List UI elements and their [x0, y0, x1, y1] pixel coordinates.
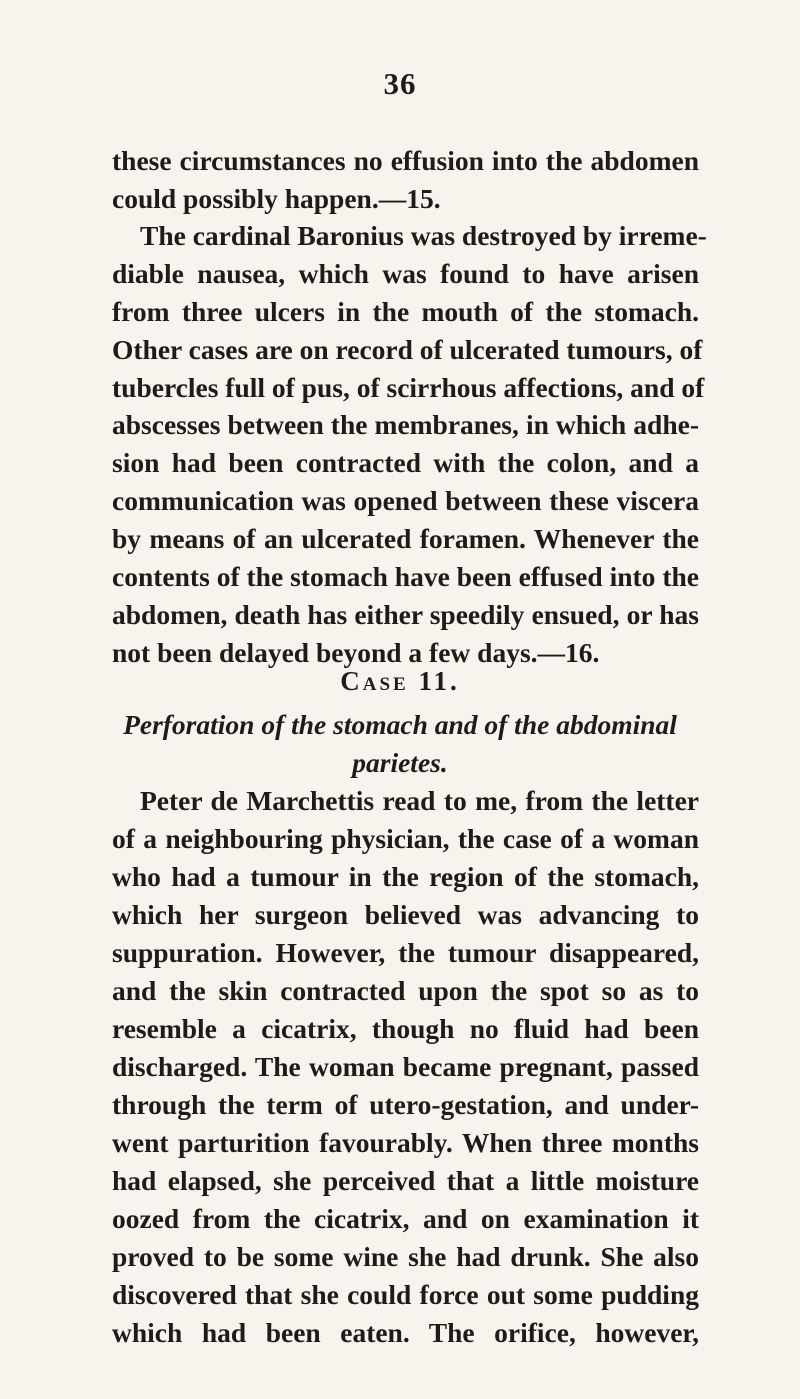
text-line: of a neighbouring physician, the case of a woman [112, 823, 699, 854]
text-line: could possibly happen.—15. [112, 183, 441, 214]
text-line: The cardinal Baronius was destroyed by irreme- [140, 220, 707, 251]
text-line: these circumstances no effusion into the abdomen [112, 145, 699, 176]
text-line: diable nausea, which was found to have arisen [112, 258, 699, 289]
text-line: discharged. The woman became pregnant, passed [112, 1051, 699, 1082]
text-line: tubercles full of pus, of scirrhous affections, and of [112, 372, 705, 403]
text-line: oozed from the cicatrix, and on examination it [112, 1203, 699, 1234]
text-line: discovered that she could force out some pudding [112, 1279, 699, 1310]
text-line: contents of the stomach have been effused into the [112, 561, 699, 592]
text-line: went parturition favourably. When three months [112, 1127, 699, 1158]
text-line: proved to be some wine she had drunk. She also [112, 1241, 699, 1272]
text-line: communication was opened between these viscera [112, 485, 699, 516]
text-line: sion had been contracted with the colon, and a [112, 447, 699, 478]
text-line: which had been eaten. The orifice, however, [112, 1317, 699, 1348]
text-line: abscesses between the membranes, in which adhe- [112, 409, 699, 440]
text-line: not been delayed beyond a few days.—16. [112, 637, 600, 668]
text-line: who had a tumour in the region of the stomach, [112, 861, 699, 892]
text-line: by means of an ulcerated foramen. Whenever the [112, 523, 699, 554]
case-heading: Case 11. [340, 666, 460, 696]
text-line: had elapsed, she perceived that a little moisture [112, 1165, 699, 1196]
text-line: Other cases are on record of ulcerated tumours, of [112, 334, 703, 365]
text-line: resemble a cicatrix, though no fluid had been [112, 1013, 699, 1044]
text-line: Peter de Marchettis read to me, from the letter [140, 785, 699, 816]
text-line: which her surgeon believed was advancing to [112, 899, 699, 930]
case-title-line: Perforation of the stomach and of the abdominal [123, 709, 677, 740]
text-line: through the term of utero-gestation, and under- [112, 1089, 699, 1120]
text-line: suppuration. However, the tumour disappeared, [112, 937, 699, 968]
page-number: 36 [383, 66, 417, 101]
case-title-line: parietes. [352, 747, 448, 778]
text-line: and the skin contracted upon the spot so as to [112, 975, 699, 1006]
text-line: from three ulcers in the mouth of the stomach. [112, 296, 699, 327]
text-line: abdomen, death has either speedily ensued, or has [112, 599, 699, 630]
